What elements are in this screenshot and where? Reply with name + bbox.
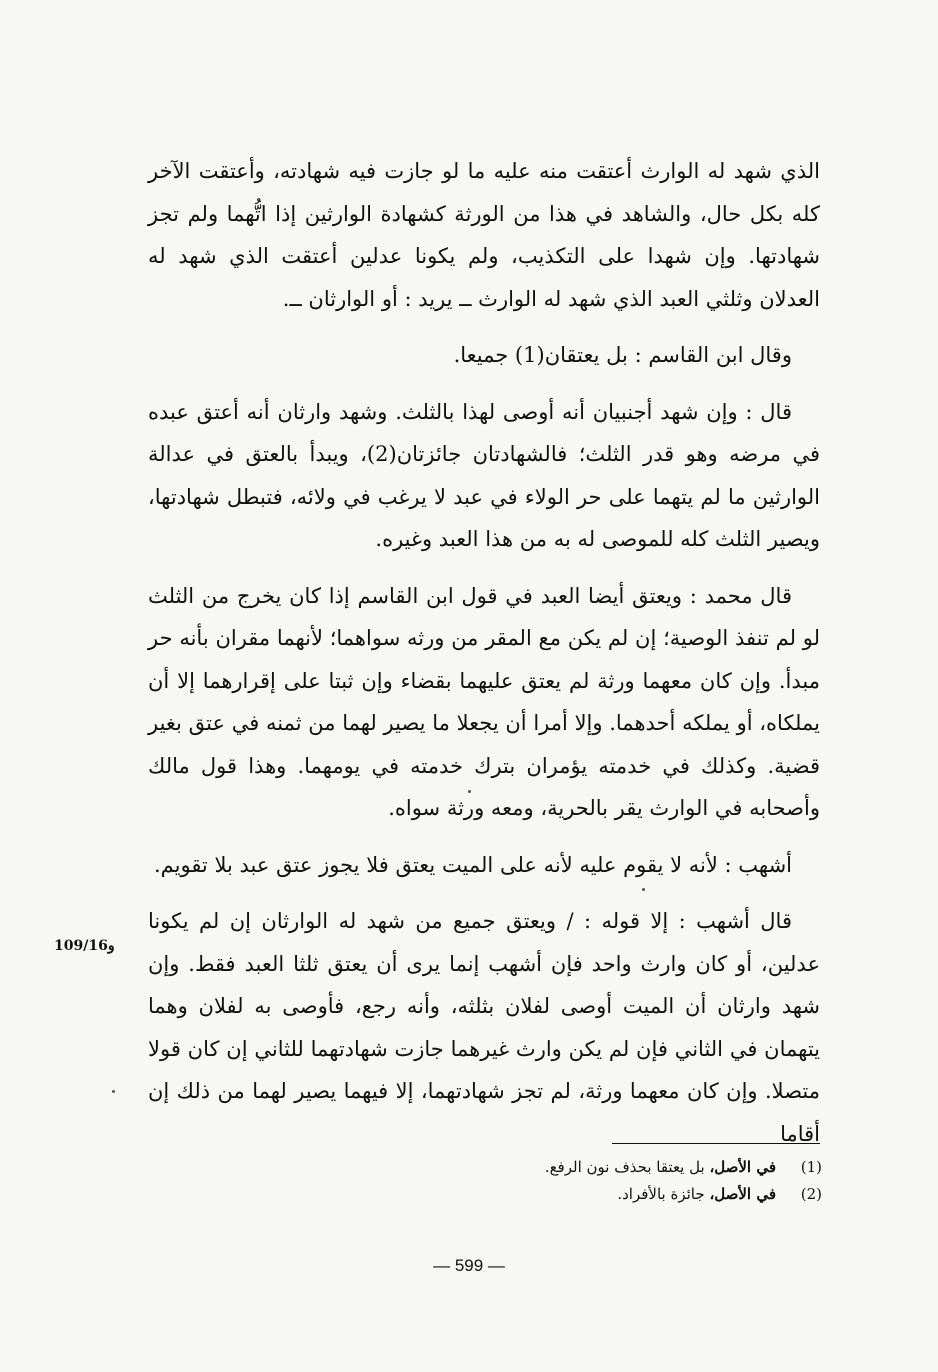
footnote-source: في الأصل، [709,1185,776,1203]
paragraph-4: قال محمد : ويعتق أيضا العبد في قول ابن القاسم إذا كان يخرج من الثلث لو لم تنفذ الوصية؛ إن لم يكن مع المقر من ورثه سواهما؛ لأنهما مقران بأنه حر مبدأ. وإن كان معهما ورثة لم يعتق عليهما بقضاء وإن ثبتا على إقرارهما إلا أن يملكاه، أو يملكه أحدهما. وإلا أمرا أن يجعلا ما يصير لهما من ثمنه في عتق بغير قضية. وكذلك في خدمته يؤمران بترك خدمته في يومهما. وهذا قول مالك وأصحابه في الوارث يقر بالحرية، ومعه ورثة سواه. [148,583,821,820]
folio-margin-note: 109/16و [54,938,115,954]
footnote-number: (2) [800,1185,822,1203]
footnotes [300,1154,822,1208]
scan-speck [112,1090,115,1093]
paragraph-1: الذي شهد له الوارث أعتقت منه عليه ما لو جازت فيه شهادته، وأعتقت الآخر كله بكل حال، والشاهد في هذا من الورثة كشهادة الوارثين إذا اتُّهما ولم تجز شهادتها. وإن شهدا على التكذيب، ولم يكونا عدلين أعتقت الذي شهد له العدلان وثلثي العبد الذي شهد له الوارث ــ يريد : أو الوارثان ــ. [148,159,820,311]
footnote-divider [612,1143,820,1144]
main-text [148,150,820,1169]
paragraph-3: قال : وإن شهد أجنبيان أنه أوصى لهذا بالثلث. وشهد وارثان أنه أعتق عبده في مرضه وهو قدر الثلث؛ فالشهادتان جائزتان(2)، ويبدأ بالعتق في عدالة الوارثين ما لم يتهما على حر الولاء في عبد لا يرغب في ولائه، فتبطل شهادتها، ويصير الثلث كله للموصى له به من هذا العبد وغيره. [148,399,821,551]
footnote-number: (1) [800,1158,822,1176]
scan-speck [468,790,471,793]
footnote-1 [300,1154,822,1181]
footnote-text: بل يعتقا بحذف نون الرفع. [544,1158,705,1176]
paragraph-6: قال أشهب : إلا قوله : / ويعتق جميع من شهد له الوارثان إن لم يكونا عدلين، أو كان وارث واحد فإن أشهب إنما يرى أن يعتق ثلثا العبد فقط. وإن شهد وارثان أن الميت أوصى لفلان بثلثه، وأنه رجع، فأوصى به لفلان وهما يتهمان في الثاني فإن لم يكن وارث غيرهما جازت شهادتهما للثاني إن كان قولا متصلا. وإن كان معهما ورثة، لم تجز شهادتهما، إلا فيهما يصير لهما من ذلك إن أقاما [148,909,820,1146]
paragraph-2: وقال ابن القاسم : بل يعتقان(1) جميعا. [453,343,792,367]
footnote-2 [300,1181,822,1208]
scan-speck [642,888,645,891]
footnote-text: جائزة بالأفراد. [617,1185,705,1203]
footnote-source: في الأصل، [709,1158,776,1176]
page-number: — 599 — [433,1256,505,1275]
paragraph-5: أشهب : لأنه لا يقوم عليه لأنه على الميت يعتق فلا يجوز عتق عبد بلا تقويم. [153,852,792,877]
